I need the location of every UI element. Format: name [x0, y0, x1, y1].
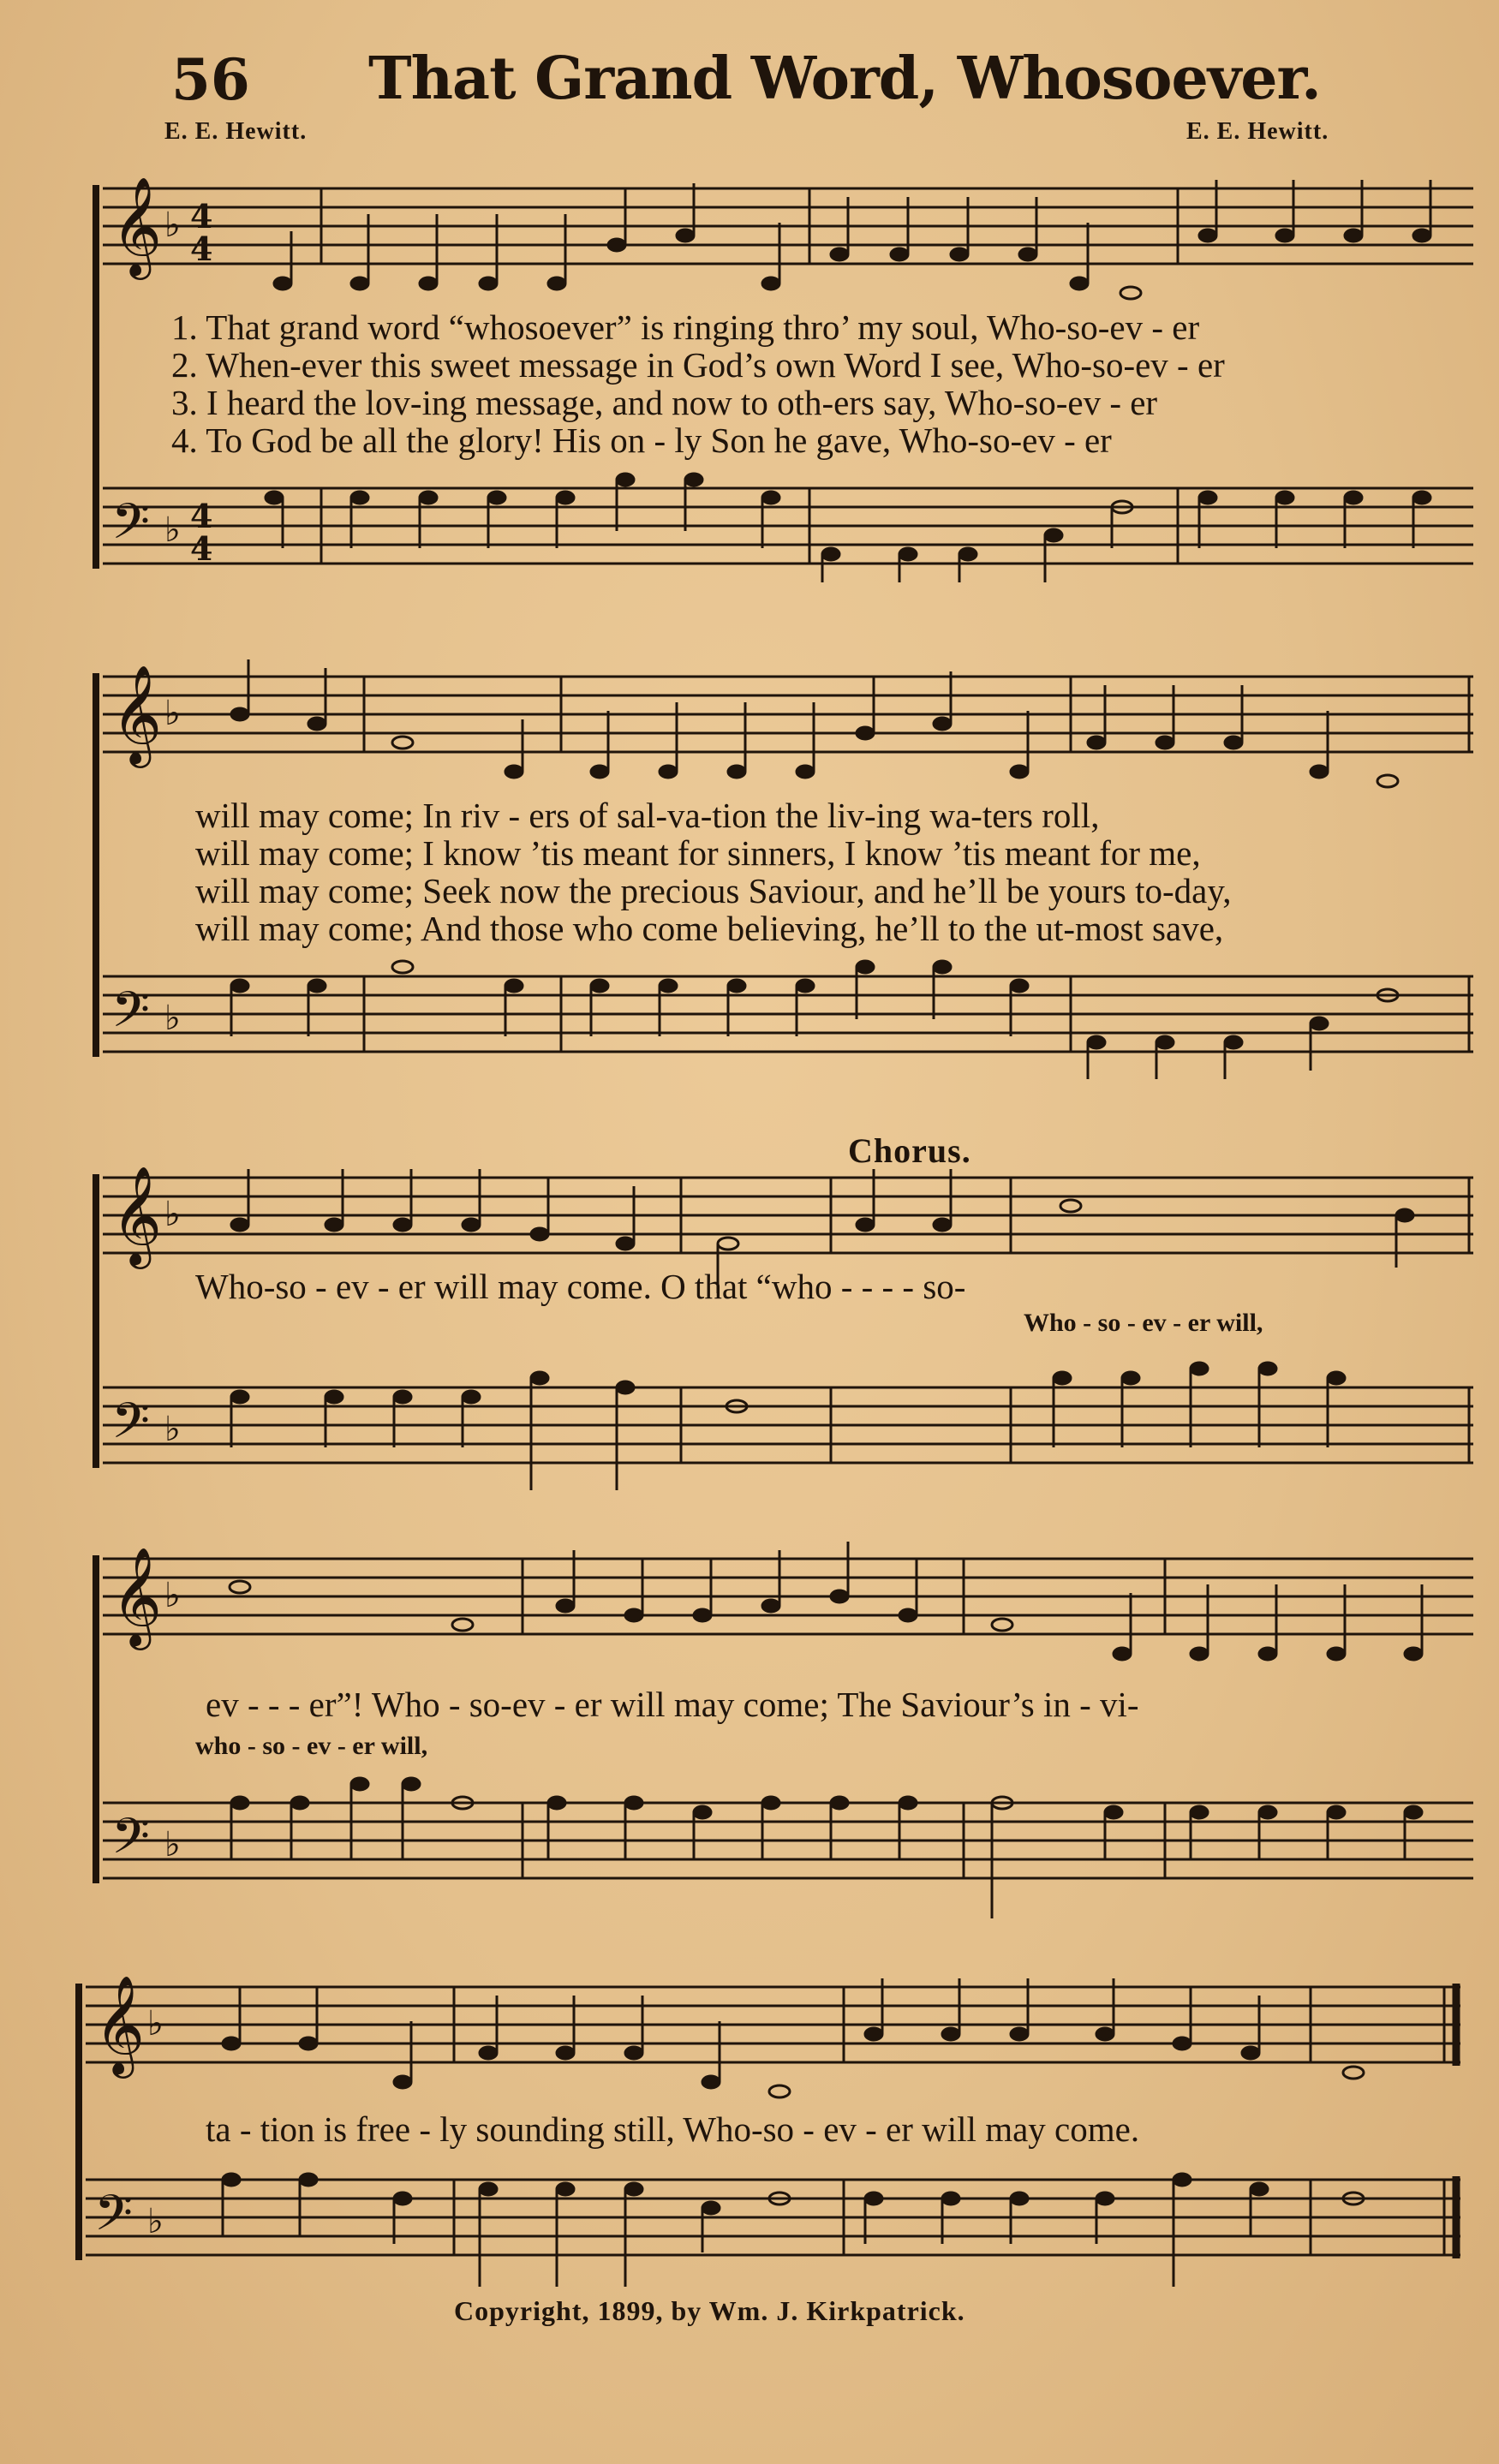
- music-system-1: [0, 171, 1499, 582]
- staff-system-4: [0, 1542, 1499, 1918]
- svg-text:𝄢: 𝄢: [111, 1807, 151, 1877]
- verse-2-line: 2. When-ever this sweet message in God’s own Word I see, Who-so-ev - er: [171, 345, 1225, 385]
- svg-text:4: 4: [190, 230, 213, 268]
- hymn-header: [163, 41, 1362, 118]
- svg-text:𝄞: 𝄞: [111, 176, 163, 276]
- bass-lyric-line: who - so - ev - er will,: [195, 1732, 428, 1760]
- svg-text:𝄢: 𝄢: [111, 492, 151, 563]
- svg-text:𝄢: 𝄢: [94, 2184, 134, 2254]
- svg-text:♭: ♭: [164, 694, 181, 733]
- verse-2-line: will may come; I know ’tis meant for sinners, I know ’tis meant for me,: [195, 833, 1201, 873]
- hymn-number: 56: [171, 46, 250, 113]
- svg-text:♭: ♭: [164, 1410, 181, 1449]
- svg-text:𝄞: 𝄞: [94, 1974, 146, 2074]
- staff-system-3: [0, 1131, 1499, 1490]
- verse-3-line: 3. I heard the lov-ing message, and now to oth-ers say, Who-so-ev - er: [171, 383, 1158, 422]
- svg-text:♭: ♭: [164, 999, 181, 1038]
- music-credit: E. E. Hewitt.: [1186, 118, 1329, 145]
- svg-text:♭: ♭: [164, 1825, 181, 1864]
- svg-text:♭: ♭: [147, 2202, 164, 2241]
- svg-text:𝄞: 𝄞: [111, 1165, 163, 1265]
- svg-text:𝄞: 𝄞: [111, 1546, 163, 1646]
- music-system-4: [0, 1542, 1499, 1918]
- bass-lyric-line: Who - so - ev - er will,: [1024, 1309, 1263, 1337]
- svg-text:♭: ♭: [164, 510, 181, 550]
- svg-text:♭: ♭: [164, 1576, 181, 1615]
- music-system-5: [0, 1970, 1499, 2287]
- verse-1-line: will may come; In riv - ers of sal-va-tion the liv-ing wa-ters roll,: [195, 796, 1100, 835]
- music-system-3: [0, 1131, 1499, 1490]
- chorus-lyric-line: ev - - - er”! Who - so-ev - er will may come; The Saviour’s in - vi-: [206, 1685, 1139, 1724]
- svg-text:𝄢: 𝄢: [111, 981, 151, 1051]
- verse-4-line: will may come; And those who come believing, he’ll to the ut-most save,: [195, 909, 1224, 948]
- svg-text:♭: ♭: [147, 2004, 164, 2043]
- verse-4-line: 4. To God be all the glory! His on - ly Son he gave, Who-so-ev - er: [171, 421, 1112, 460]
- music-system-2: [0, 659, 1499, 1079]
- hymn-title: That Grand Word, Whosoever.: [368, 45, 1321, 113]
- chorus-lyric-line: ta - tion is free - ly sounding still, Who-so - ev - er will may come.: [206, 2109, 1140, 2149]
- svg-text:4: 4: [190, 197, 213, 236]
- svg-text:𝄢: 𝄢: [111, 1392, 151, 1462]
- svg-text:4: 4: [190, 529, 213, 568]
- copyright-notice: Copyright, 1899, by Wm. J. Kirkpatrick.: [454, 2295, 965, 2326]
- words-credit: E. E. Hewitt.: [164, 118, 308, 145]
- verse-1-line: 1. That grand word “whosoever” is ringing thro’ my soul, Who-so-ev - er: [171, 307, 1200, 347]
- svg-text:♭: ♭: [164, 1195, 181, 1234]
- svg-text:♭: ♭: [164, 206, 181, 245]
- svg-text:4: 4: [190, 497, 213, 535]
- verse-3-line: will may come; Seek now the precious Saviour, and he’ll be yours to-day,: [195, 871, 1232, 910]
- chorus-label: Chorus.: [848, 1131, 971, 1170]
- chorus-lyric-line: Who-so - ev - er will may come. O that “who - - - - so-: [195, 1267, 966, 1306]
- svg-text:𝄞: 𝄞: [111, 664, 163, 764]
